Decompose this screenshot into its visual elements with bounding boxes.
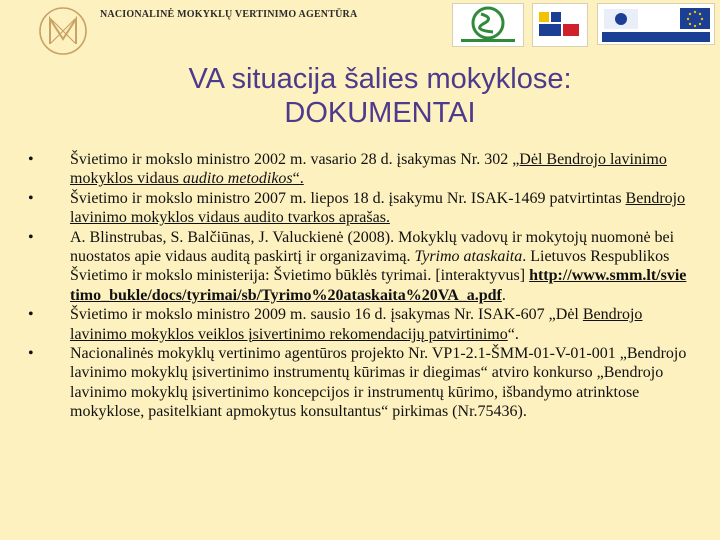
agency-monogram-logo (38, 6, 88, 56)
item-text: Nacionalinės mokyklų vertinimo agentūros projekto Nr. VP1-2.1-ŠMM-01-V-01-001 „Bendrojo lavinimo mokyklų įsivertinimo instrumentų kūrimas ir diegimas“ atviro konkurso „Bendrojo lavinimo mokyklų įsivertinimo koncepcijos ir instrumentų kūrimo, išbandymo atrinktose mokyklose, pasitelkiant apmokytus konsultantus“ pirkimas (Nr.75436). (70, 345, 687, 421)
item-text: Švietimo ir mokslo ministro 2002 m. vasario 28 d. įsakymas Nr. 302 (70, 151, 513, 168)
report-link[interactable]: http://www.smm.lt/svietimo_bukle/docs/tyrimai/sb/Tyrimo%20ataskaita%20VA_a.pdf (70, 267, 687, 304)
item-text: Švietimo ir mokslo ministro 2009 m. sausio 16 d. įsakymas Nr. ISAK-607 „Dėl (70, 306, 583, 324)
slide-header (0, 0, 720, 58)
title-line-2: DOKUMENTAI (284, 97, 476, 129)
bullet: • (28, 228, 34, 246)
item-italic: Tyrimo ataskaita (414, 248, 523, 266)
list-item (28, 305, 688, 344)
agency-name: NACIONALINĖ MOKYKLŲ VERTINIMO AGENTŪRA (100, 9, 358, 20)
list-item (28, 228, 688, 306)
mtp-logo (532, 3, 588, 47)
bullet: • (28, 189, 34, 207)
item-text: A. Blinstrubas, S. Balčiūnas, J. Valuckienė (2008). Mokyklų vadovų ir mokytojų nuomonė bei nuostatos apie vidaus auditą paskirtį ir organizavimą. (70, 228, 675, 266)
list-item (28, 189, 688, 228)
bullet: • (28, 151, 34, 168)
title-line-1: VA situacija šalies mokyklose: (188, 63, 572, 95)
list-item (28, 150, 688, 189)
document-reference: „Dėl Bendrojo lavinimo mokyklos vidaus audito metodikos“. (70, 151, 667, 188)
bullet: • (28, 306, 34, 324)
slide-title (60, 62, 700, 130)
item-text: . (501, 286, 506, 304)
document-list (28, 150, 688, 422)
document-reference: Bendrojo lavinimo mokyklos vidaus audito tvarkos aprašas. (70, 189, 686, 227)
bullet: • (28, 345, 34, 363)
item-text: “. (507, 325, 519, 343)
document-reference: Bendrojo lavinimo mokyklos veiklos įsivertinimo rekomendacijų patvirtinimo (70, 306, 643, 343)
eu-logo (597, 3, 715, 45)
item-text: Švietimo ir mokslo ministro 2007 m. liepos 18 d. įsakymu Nr. ISAK-1469 patvirtintas (70, 189, 626, 207)
ministry-logo (452, 3, 524, 47)
item-text: . Lietuvos Respublikos Švietimo ir mokslo ministerija: Švietimo būklės tyrimai. [interaktyvus] (70, 248, 670, 285)
list-item (28, 344, 688, 422)
